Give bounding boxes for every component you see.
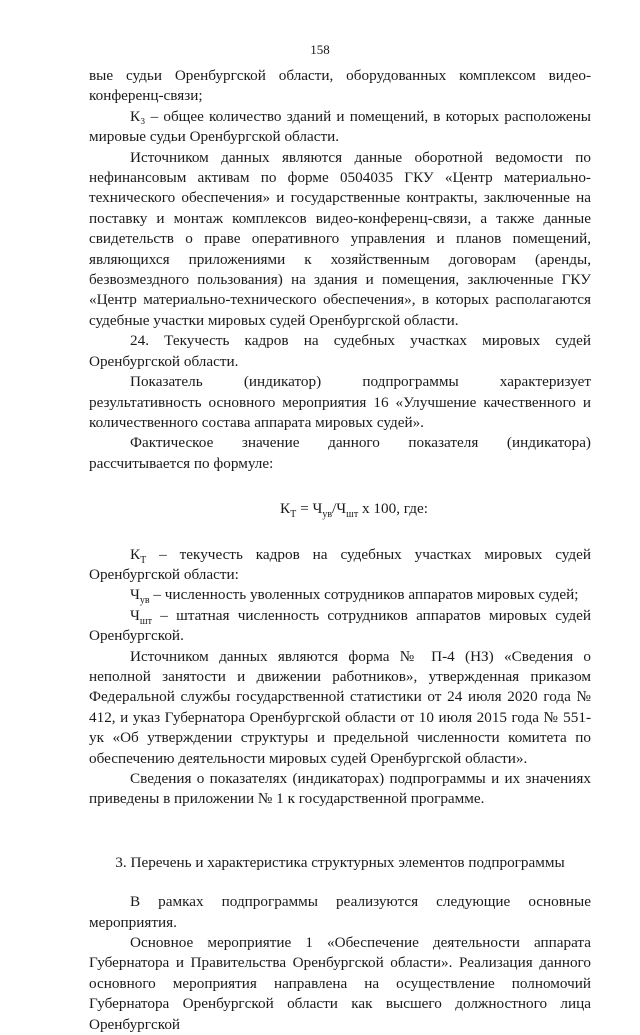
symbol: Ч bbox=[130, 586, 140, 604]
paragraph: Показатель (индикатор) подпрограммы характеризует результативность основного мероприятия 16 «Улучшение качественного и количественного состава аппарата мировых судей». bbox=[89, 373, 591, 431]
paragraph: Сведения о показателях (индикаторах) подпрограммы и их значениях приведены в приложении № 1 к государственной программе. bbox=[89, 770, 591, 808]
formula-part: х 100, где: bbox=[358, 500, 428, 518]
definition-text: – штатная численность сотрудников аппаратов мировых судей Оренбургской. bbox=[89, 606, 591, 645]
paragraph: Основное мероприятие 1 «Обеспечение деятельности аппарата Губернатора и Правительства Оренбургской области». Реализация данного основного мероприятия направлена на осуществление полномочий Губернатора Оренбургской области как высшего должностного лица Оренбургской bbox=[89, 934, 591, 1033]
formula bbox=[89, 499, 591, 519]
definition-kt bbox=[89, 545, 591, 586]
definition-uv bbox=[89, 585, 591, 605]
page-number: 158 bbox=[310, 42, 330, 57]
symbol-sub: ув bbox=[139, 595, 150, 607]
paragraph: К₃ – общее количество зданий и помещений, в которых расположены мировые судьи Оренбургской области. bbox=[89, 107, 591, 146]
formula-sub: Т bbox=[290, 509, 297, 521]
paragraph: вые судьи Оренбургской области, оборудованных комплексом видео-конференц-связи; bbox=[89, 67, 591, 105]
paragraph: Источником данных являются данные оборотной ведомости по нефинансовым активам по форме 0504035 ГКУ «Центр материально-технического обеспечения» и государственные контракты, заключенные на поставку и монтаж комплексов видео-конференц-связи, а также данные свидетельств о праве оперативного управления и планов помещений, являющихся приложениями к хозяйственным договорам (аренды, безвозмездного пользования) на здания и помещения, заключенные ГКУ «Центр материально-технического обеспечения», в которых располагаются судебные участки мировых судей Оренбургской области. bbox=[89, 148, 591, 329]
paragraph: В рамках подпрограммы реализуются следующие основные мероприятия. bbox=[89, 893, 591, 931]
definition-sht bbox=[89, 606, 591, 647]
symbol: К bbox=[130, 545, 141, 563]
symbol: Ч bbox=[130, 606, 140, 624]
symbol-sub: Т bbox=[140, 554, 147, 566]
formula-part: /Ч bbox=[332, 500, 347, 518]
paragraph: 24. Текучесть кадров на судебных участках мировых судей Оренбургской области. bbox=[89, 332, 591, 370]
paragraph: Фактическое значение данного показателя (индикатора) рассчитывается по формуле: bbox=[89, 434, 591, 472]
formula-sub: ув bbox=[322, 509, 333, 521]
page-body bbox=[89, 66, 591, 1035]
section-heading: 3. Перечень и характеристика структурных элементов подпрограммы bbox=[115, 853, 565, 871]
formula-sub: шт bbox=[346, 509, 359, 521]
formula-part: К bbox=[280, 500, 291, 518]
paragraph: Источником данных являются форма № П-4 (НЗ) «Сведения о неполной занятости и движении работников», утвержденная приказом Федеральной службы государственной статистики от 24 июля 2020 года № 412, и указ Губернатора Оренбургской области от 10 июля 2015 года № 551-ук «Об утверждении структуры и предельной численности комитета по обеспечению деятельности мировых судей Оренбургской области». bbox=[89, 647, 591, 767]
definition-text: – численность уволенных сотрудников аппаратов мировых судей; bbox=[149, 586, 579, 604]
symbol-sub: шт bbox=[139, 615, 152, 627]
formula-part: = Ч bbox=[296, 500, 323, 518]
definition-text: – текучесть кадров на судебных участках мировых судей Оренбургской области: bbox=[89, 545, 591, 583]
